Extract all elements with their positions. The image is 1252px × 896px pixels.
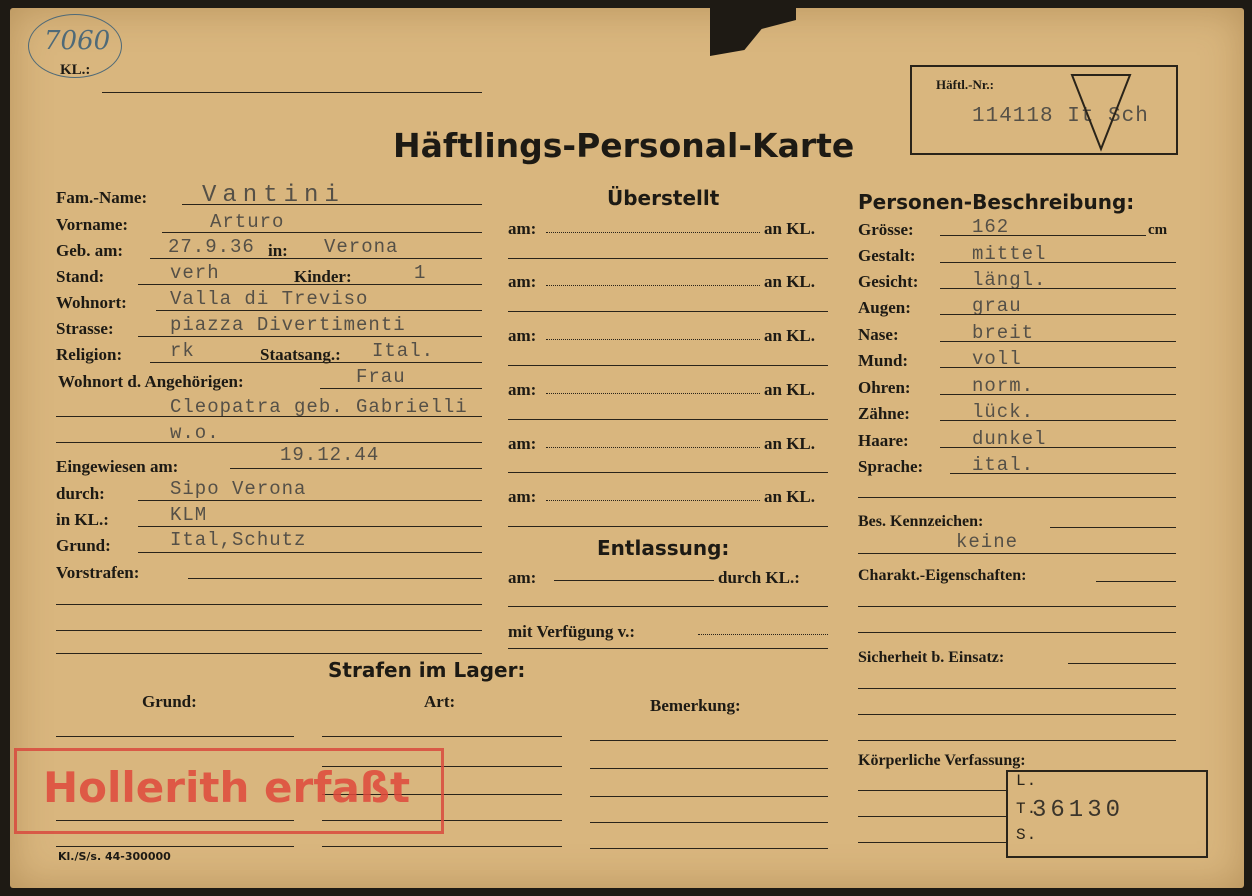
strasse-value: piazza Divertimenti bbox=[170, 314, 406, 336]
vorname-value: Arturo bbox=[210, 211, 285, 233]
staatsang-value: Ital. bbox=[372, 340, 435, 362]
mund-value: voll bbox=[972, 348, 1022, 370]
eingewiesen-value: 19.12.44 bbox=[280, 444, 380, 466]
box-t-label: T. bbox=[1016, 800, 1038, 818]
rule bbox=[858, 553, 1176, 554]
rule bbox=[156, 310, 482, 311]
rule bbox=[590, 848, 828, 849]
ueberstellt-am-label: am: bbox=[508, 272, 537, 291]
verfassung-box bbox=[1006, 770, 1208, 858]
rule bbox=[508, 526, 828, 527]
gesicht-value: längl. bbox=[972, 269, 1047, 291]
rule bbox=[56, 630, 482, 631]
rule bbox=[508, 311, 828, 312]
print-code: Kl./S/s. 44-300000 bbox=[58, 850, 171, 863]
rule bbox=[546, 447, 760, 448]
rule bbox=[138, 552, 482, 553]
wohnort-label: Wohnort: bbox=[56, 293, 127, 312]
rule bbox=[940, 235, 1146, 236]
card-title: Häftlings-Personal-Karte bbox=[393, 126, 855, 165]
ueberstellt-title: Überstellt bbox=[607, 186, 720, 210]
durch-label: durch: bbox=[56, 484, 105, 503]
rule bbox=[322, 846, 562, 847]
rule bbox=[546, 339, 760, 340]
rule bbox=[150, 258, 482, 259]
rule bbox=[56, 736, 294, 737]
ueberstellt-an-kl-label: an KL. bbox=[764, 380, 816, 399]
rule bbox=[162, 232, 482, 233]
angehoerige-line-3: w.o. bbox=[170, 422, 220, 444]
corner-number: 7060 bbox=[44, 26, 111, 56]
charakt-label: Charakt.-Eigenschaften: bbox=[858, 567, 1027, 584]
rule bbox=[698, 634, 828, 635]
nase-label: Nase: bbox=[858, 325, 899, 344]
rule bbox=[858, 816, 1008, 817]
angehoerige-label: Wohnort d. Angehörigen: bbox=[58, 372, 244, 391]
rule bbox=[554, 580, 714, 581]
rule bbox=[138, 336, 482, 337]
ueberstellt-am-label: am: bbox=[508, 326, 537, 345]
kennzeichen-value: keine bbox=[956, 531, 1019, 553]
sprache-label: Sprache: bbox=[858, 457, 924, 476]
strasse-label: Strasse: bbox=[56, 319, 114, 338]
eingewiesen-label: Eingewiesen am: bbox=[56, 457, 179, 476]
rule bbox=[56, 653, 482, 654]
rule bbox=[1068, 663, 1176, 664]
wohnort-value: Valla di Treviso bbox=[170, 288, 369, 310]
triangle-icon bbox=[1070, 71, 1132, 153]
fam-name-label: Fam.-Name: bbox=[56, 188, 148, 207]
in-value: Verona bbox=[324, 236, 399, 258]
rule bbox=[590, 822, 828, 823]
prisoner-number-label: Häftl.-Nr.: bbox=[936, 77, 995, 92]
rule bbox=[940, 341, 1176, 342]
in-kl-label: in KL.: bbox=[56, 510, 109, 529]
rule bbox=[546, 500, 760, 501]
rule bbox=[320, 388, 482, 389]
ueberstellt-an-kl-label: an KL. bbox=[764, 326, 816, 345]
augen-label: Augen: bbox=[858, 298, 911, 317]
zaehne-value: lück. bbox=[972, 401, 1035, 423]
rule bbox=[546, 232, 760, 233]
vorstrafen-label: Vorstrafen: bbox=[56, 563, 140, 582]
rule bbox=[858, 790, 1008, 791]
rule bbox=[56, 604, 482, 605]
stand-label: Stand: bbox=[56, 267, 105, 286]
geb-value: 27.9.36 bbox=[168, 236, 255, 258]
rule bbox=[858, 497, 1176, 498]
kennzeichen-label: Bes. Kennzeichen: bbox=[858, 513, 984, 530]
rule bbox=[940, 394, 1176, 395]
rule bbox=[56, 846, 294, 847]
groesse-value: 162 bbox=[972, 216, 1010, 238]
prisoner-number: 114118 It Sch bbox=[972, 105, 1149, 128]
rule bbox=[940, 288, 1176, 289]
geb-label: Geb. am: bbox=[56, 241, 124, 260]
kl-line bbox=[102, 92, 482, 93]
rule bbox=[508, 606, 828, 607]
ueberstellt-am-label: am: bbox=[508, 434, 537, 453]
box-number: 36130 bbox=[1032, 797, 1125, 824]
angehoerige-line-1: Frau bbox=[356, 366, 406, 388]
prisoner-number-box bbox=[910, 65, 1178, 155]
rule bbox=[1050, 527, 1176, 528]
augen-value: grau bbox=[972, 295, 1022, 317]
entlassung-title: Entlassung: bbox=[597, 536, 730, 560]
beschreibung-title: Personen-Beschreibung: bbox=[858, 190, 1135, 214]
in-label: in: bbox=[268, 241, 288, 260]
staatsang-label: Staatsang.: bbox=[260, 345, 341, 364]
rule bbox=[188, 578, 482, 579]
stamp-text: Hollerith erfaßt bbox=[43, 763, 411, 812]
gestalt-value: mittel bbox=[972, 243, 1047, 265]
verfassung-label: Körperliche Verfassung: bbox=[858, 752, 1026, 769]
rule bbox=[940, 314, 1176, 315]
rule bbox=[182, 204, 482, 205]
sicherheit-label: Sicherheit b. Einsatz: bbox=[858, 649, 1005, 666]
haare-value: dunkel bbox=[972, 428, 1047, 450]
kl-label: KL.: bbox=[60, 62, 91, 78]
kinder-label: Kinder: bbox=[294, 267, 352, 286]
ueberstellt-am-label: am: bbox=[508, 380, 537, 399]
rule bbox=[590, 740, 828, 741]
in-kl-value: KLM bbox=[170, 504, 208, 526]
ueberstellt-an-kl-label: an KL. bbox=[764, 272, 816, 291]
gesicht-label: Gesicht: bbox=[858, 272, 919, 291]
cm-label: cm bbox=[1148, 222, 1168, 238]
ueberstellt-an-kl-label: an KL. bbox=[764, 487, 816, 506]
rule bbox=[590, 796, 828, 797]
durch-value: Sipo Verona bbox=[170, 478, 307, 500]
ohren-value: norm. bbox=[972, 375, 1035, 397]
rule bbox=[508, 258, 828, 259]
rule bbox=[138, 284, 482, 285]
gestalt-label: Gestalt: bbox=[858, 246, 916, 265]
religion-label: Religion: bbox=[56, 345, 123, 364]
box-s-label: S. bbox=[1016, 826, 1038, 844]
rule bbox=[858, 632, 1176, 633]
rule bbox=[546, 285, 760, 286]
zaehne-label: Zähne: bbox=[858, 404, 910, 423]
rule bbox=[508, 419, 828, 420]
kinder-value: 1 bbox=[414, 262, 427, 284]
durch-kl-label: durch KL.: bbox=[718, 568, 800, 587]
rule bbox=[508, 365, 828, 366]
grund-label: Grund: bbox=[56, 536, 111, 555]
rule bbox=[138, 526, 482, 527]
rule bbox=[230, 468, 482, 469]
rule bbox=[940, 447, 1176, 448]
nase-value: breit bbox=[972, 322, 1035, 344]
rule bbox=[56, 442, 482, 443]
mund-label: Mund: bbox=[858, 351, 909, 370]
ueberstellt-an-kl-label: an KL. bbox=[764, 434, 816, 453]
rule bbox=[138, 500, 482, 501]
rule bbox=[150, 362, 482, 363]
vorname-label: Vorname: bbox=[56, 215, 129, 234]
box-l-label: L. bbox=[1016, 772, 1038, 790]
lager-bemerkung-label: Bemerkung: bbox=[650, 696, 741, 715]
rule bbox=[950, 473, 1176, 474]
ueberstellt-am-label: am: bbox=[508, 487, 537, 506]
ohren-label: Ohren: bbox=[858, 378, 911, 397]
sprache-value: ital. bbox=[972, 454, 1035, 476]
lager-title: Strafen im Lager: bbox=[328, 658, 526, 682]
rule bbox=[940, 367, 1176, 368]
stand-value: verh bbox=[170, 262, 220, 284]
rule bbox=[858, 714, 1176, 715]
rule bbox=[322, 736, 562, 737]
lager-art-label: Art: bbox=[424, 692, 456, 711]
rule bbox=[858, 606, 1176, 607]
rule bbox=[590, 768, 828, 769]
ueberstellt-an-kl-label: an KL. bbox=[764, 219, 816, 238]
rule bbox=[508, 648, 828, 649]
religion-value: rk bbox=[170, 340, 195, 362]
rule bbox=[1096, 581, 1176, 582]
lager-grund-label: Grund: bbox=[142, 692, 197, 711]
rule bbox=[546, 393, 760, 394]
rule bbox=[858, 740, 1176, 741]
grund-value: Ital,Schutz bbox=[170, 529, 307, 551]
angehoerige-line-2: Cleopatra geb. Gabrielli bbox=[170, 396, 468, 418]
torn-edge bbox=[710, 8, 796, 68]
verfuegung-label: mit Verfügung v.: bbox=[508, 622, 636, 641]
rule bbox=[858, 688, 1176, 689]
entlassung-am-label: am: bbox=[508, 568, 537, 587]
rule bbox=[940, 420, 1176, 421]
hollerith-stamp bbox=[14, 748, 444, 834]
haare-label: Haare: bbox=[858, 431, 909, 450]
rule bbox=[56, 416, 482, 417]
rule bbox=[940, 262, 1176, 263]
groesse-label: Grösse: bbox=[858, 220, 914, 239]
fam-name-value: Vantini bbox=[202, 182, 345, 209]
prisoner-card bbox=[10, 8, 1244, 888]
rule bbox=[858, 842, 1008, 843]
ueberstellt-am-label: am: bbox=[508, 219, 537, 238]
rule bbox=[508, 472, 828, 473]
